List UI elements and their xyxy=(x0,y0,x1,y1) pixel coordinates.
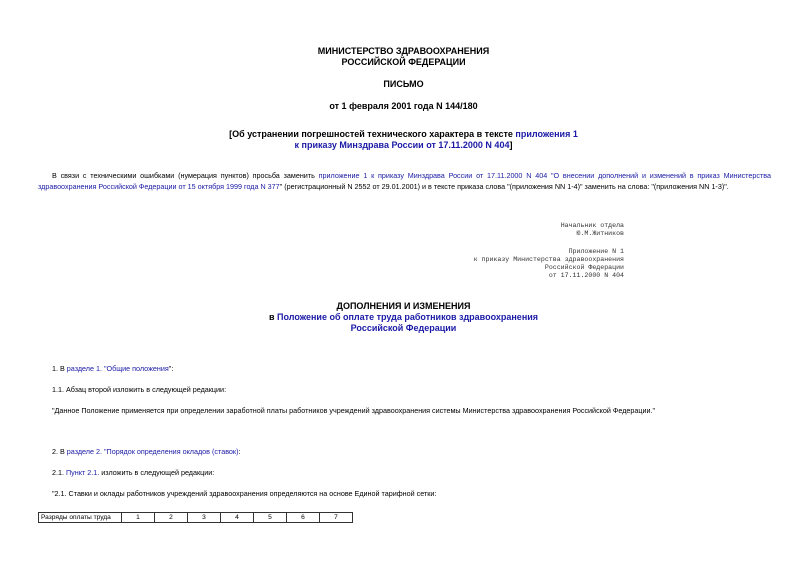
table-cell: 4 xyxy=(221,513,254,523)
subject-link-order[interactable]: к приказу Минздрава России от 17.11.2000 N 404 xyxy=(294,140,510,150)
table-header-cell: Разряды оплаты труда xyxy=(39,513,122,523)
item-2-1-link-point[interactable]: Пункт 2.1. xyxy=(66,468,100,477)
item-1-suffix: ": xyxy=(168,364,174,373)
item-2-link-section[interactable]: разделе 2. "Порядок определения окладов (ставок) xyxy=(66,447,239,456)
document-date-number: от 1 февраля 2001 года N 144/180 xyxy=(329,101,478,111)
table-cell: 1 xyxy=(122,513,155,523)
appendix-reference xyxy=(474,248,624,280)
intro-paragraph xyxy=(38,170,771,192)
document-type: ПИСЬМО xyxy=(383,79,424,89)
subject-close-bracket: ] xyxy=(509,140,513,150)
item-2-1-prefix: 2.1. xyxy=(52,468,66,477)
item-1 xyxy=(52,363,173,374)
item-2-quote: "2.1. Ставки и оклады работников учреждений здравоохранения определяются на основе Единой тарифной сетки: xyxy=(52,489,437,498)
item-2-1-suffix: изложить в следующей редакции: xyxy=(99,468,215,477)
amendments-subtitle-2 xyxy=(0,323,807,334)
amendments-subtitle-1 xyxy=(0,312,807,323)
item-1-1: 1.1. Абзац второй изложить в следующей редакции: xyxy=(52,385,227,394)
subject-line-1 xyxy=(0,129,807,140)
intro-link-order[interactable]: приложение 1 к приказу Минздрава России от 17.11.2000 N 404 "О внесении дополнений и изменений в приказ Министерства здравоохранения Российской Федерации от 15 октября 1999 года N 377 xyxy=(38,171,771,191)
item-1-prefix: 1. В xyxy=(52,364,67,373)
appendix-ref-line-4: от 17.11.2000 N 404 xyxy=(548,272,624,279)
table-cell: 2 xyxy=(155,513,188,523)
signature-position: Начальник отдела xyxy=(560,222,624,229)
table-cell: 5 xyxy=(254,513,287,523)
item-2-prefix: 2. В xyxy=(52,447,67,456)
amendments-title: ДОПОЛНЕНИЯ И ИЗМЕНЕНИЯ xyxy=(336,301,471,311)
item-2-suffix: : xyxy=(238,447,241,456)
item-1-quote: "Данное Положение применяется при определении заработной платы работников учреждений здравоохранения системы Министерства здравоохранения Российской Федерации." xyxy=(52,406,656,415)
item-2 xyxy=(52,446,240,457)
appendix-ref-line-2: к приказу Министерства здравоохранения xyxy=(473,256,624,263)
signature-block xyxy=(561,222,624,238)
appendix-ref-line-1: Приложение N 1 xyxy=(568,248,624,255)
table-cell: 7 xyxy=(320,513,353,523)
amendments-prefix: в xyxy=(268,312,277,322)
item-2-1 xyxy=(52,467,214,478)
intro-text-2: " (регистрационный N 2552 от 29.01.2001) и в тексте приказа слова "(приложения NN 1-4)" заменить на слова: "(приложения NN 1-3)". xyxy=(279,182,729,191)
subject-line-2 xyxy=(0,140,807,151)
pay-grades-table xyxy=(38,512,353,523)
appendix-ref-line-3: Российской Федерации xyxy=(544,264,624,271)
ministry-line-1: МИНИСТЕРСТВО ЗДРАВООХРАНЕНИЯ xyxy=(317,46,490,56)
table-cell: 6 xyxy=(287,513,320,523)
ministry-line-2: РОССИЙСКОЙ ФЕДЕРАЦИИ xyxy=(341,57,466,67)
intro-text-1: В связи с техническими ошибками (нумерация пунктов) просьба заменить xyxy=(52,171,319,180)
item-1-link-section[interactable]: разделе 1. "Общие положения xyxy=(66,364,169,373)
amendments-link-regulation[interactable]: Положение об оплате труда работников здравоохранения xyxy=(276,312,539,322)
amendments-link-federation[interactable]: Российской Федерации xyxy=(350,323,457,333)
subject-link-appendix[interactable]: приложения 1 xyxy=(515,129,578,139)
table-row xyxy=(39,513,353,523)
table-cell: 3 xyxy=(188,513,221,523)
signature-name: Ю.М.Житников xyxy=(576,230,624,237)
subject-text: [Об устранении погрешностей технического характера в тексте xyxy=(229,129,516,139)
